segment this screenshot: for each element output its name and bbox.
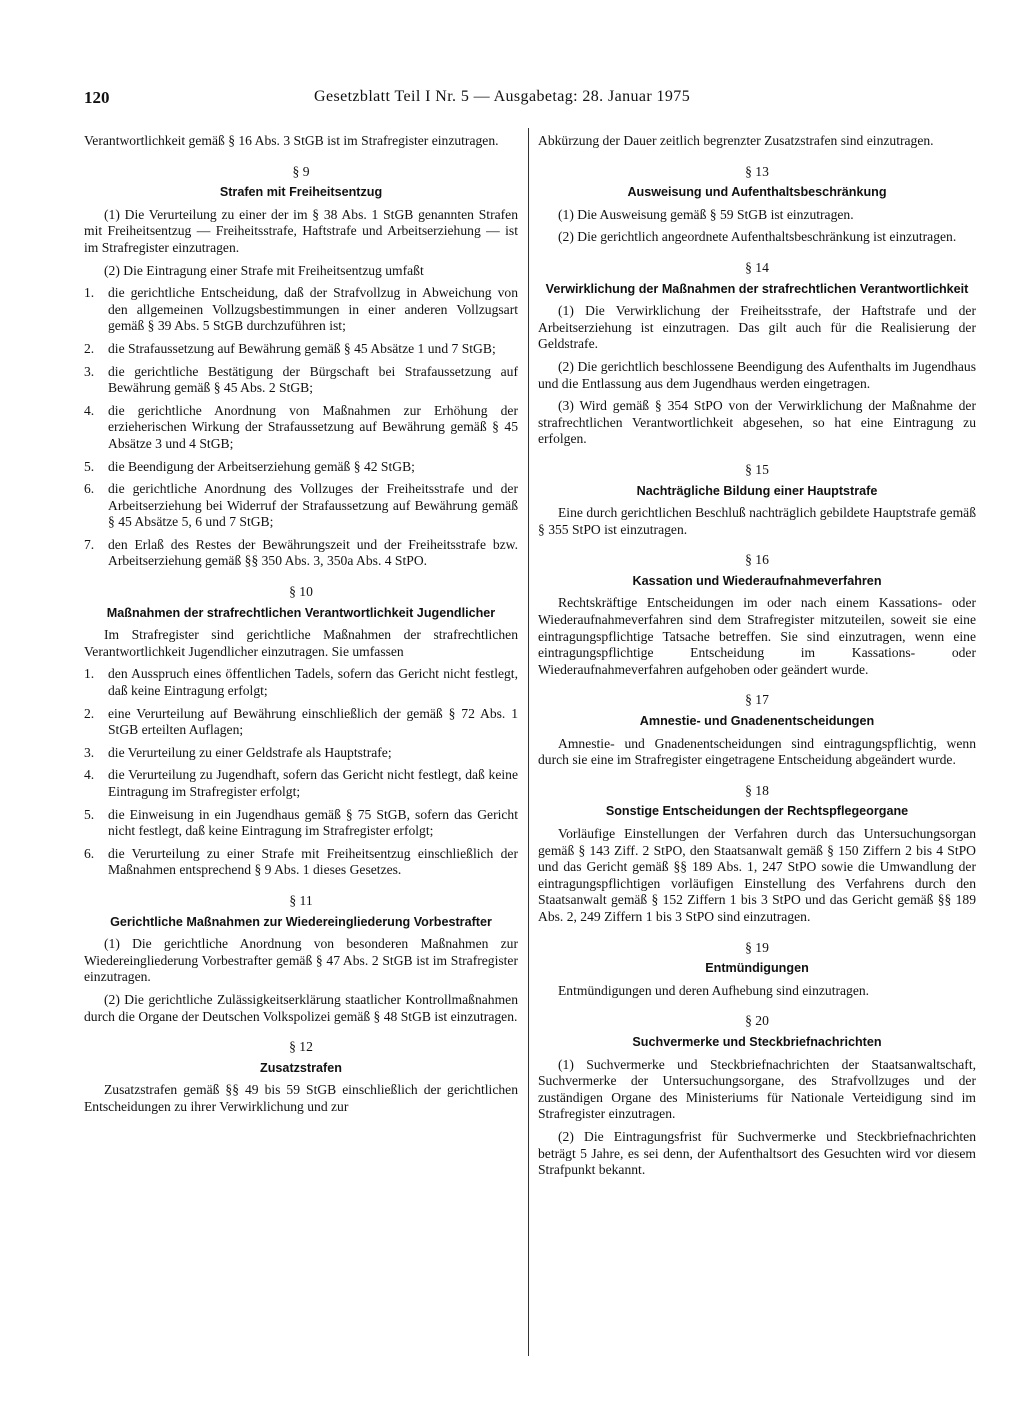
list-item: 2. eine Verurteilung auf Bewährung einschließlich der gemäß § 72 Abs. 1 StGB erteilten Auflagen; bbox=[84, 705, 518, 738]
section-number: § 19 bbox=[745, 939, 769, 955]
paragraph: Eine durch gerichtlichen Beschluß nachträglich gebildete Hauptstrafe gemäß § 355 StPO ist einzutragen. bbox=[538, 505, 976, 537]
section-number: § 17 bbox=[745, 692, 769, 708]
paragraph: (2) Die gerichtlich angeordnete Aufenthaltsbeschränkung ist einzutragen. bbox=[558, 229, 957, 245]
paragraph: (1) Die gerichtliche Anordnung von besonderen Maßnahmen zur Wiedereingliederung Vorbestrafter gemäß § 47 Abs. 2 StGB ist im Strafregister einzutragen. bbox=[84, 936, 518, 985]
section-title: Strafen mit Freiheitsentzug bbox=[219, 185, 383, 200]
section-title: Nachträgliche Bildung einer Hauptstrafe bbox=[636, 483, 878, 498]
section-title: Suchvermerke und Steckbriefnachrichten bbox=[632, 1034, 882, 1049]
paragraph: (1) Die Verurteilung zu einer der im § 38 Abs. 1 StGB genannten Strafen mit Freiheitsentzug — Freiheitsstrafe, Haftstrafe und Arbeitserziehung — ist im Strafregister einzutragen. bbox=[84, 206, 518, 255]
section-title: Maßnahmen der strafrechtlichen Verantwortlichkeit Jugendlicher bbox=[106, 605, 496, 620]
list-item: 7. den Erlaß des Restes der Bewährungszeit und der Freiheitsstrafe bzw. Arbeitserziehung gemäß §§ 350 Abs. 3, 350a Abs. 4 StPO. bbox=[84, 536, 518, 569]
section-title: Entmündigungen bbox=[705, 961, 809, 976]
list-item: 2. die Strafaussetzung auf Bewährung gemäß § 45 Absätze 1 und 7 StGB; bbox=[84, 340, 496, 356]
section-number: § 10 bbox=[289, 584, 313, 600]
paragraph: (1) Die Ausweisung gemäß § 59 StGB ist einzutragen. bbox=[558, 206, 854, 222]
section-title: Sonstige Entscheidungen der Rechtspflegeorgane bbox=[605, 804, 909, 819]
running-title: Gesetzblatt Teil I Nr. 5 — Ausgabetag: 28. Januar 1975 bbox=[314, 88, 691, 105]
paragraph: Amnestie- und Gnadenentscheidungen sind eintragungspflichtig, wenn durch sie eine im Strafregister eingetragene Entscheidung abgeändert wurde. bbox=[538, 735, 976, 768]
paragraph: (2) Die Eintragung einer Strafe mit Freiheitsentzug umfaßt bbox=[104, 262, 424, 278]
paragraph: (1) Suchvermerke und Steckbriefnachrichten der Staatsanwaltschaft, Suchvermerke der Untersuchungsorgane, des Strafvollzuges und der zuständigen Organe des Ministeriums für Nationale Verteidigung sind im Strafregister einzutragen. bbox=[538, 1056, 976, 1122]
section-number: § 18 bbox=[745, 782, 769, 798]
section-title: Verwirklichung der Maßnahmen der strafrechtlichen Verantwortlichkeit bbox=[545, 281, 969, 296]
list-item: 1. den Ausspruch eines öffentlichen Tadels, sofern das Gericht nicht festlegt, daß keine Eintragung erfolgt; bbox=[84, 666, 518, 699]
list-item: 3. die gerichtliche Bestätigung der Bürgschaft bei Strafaussetzung auf Bewährung gemäß § 45 Abs. 2 StGB; bbox=[84, 363, 518, 396]
section-title: Kassation und Wiederaufnahmeverfahren bbox=[632, 573, 882, 588]
paragraph: (2) Die gerichtlich beschlossene Beendigung des Aufenthalts im Jugendhaus und die Entlassung aus dem Jugendhaus werden eingetragen. bbox=[538, 358, 976, 391]
left-column bbox=[84, 133, 518, 1122]
section-number: § 20 bbox=[745, 1013, 769, 1029]
page-number: 120 bbox=[84, 88, 110, 107]
paragraph: Vorläufige Einstellungen der Verfahren durch das Untersuchungsorgan gemäß § 143 Ziff. 2 StPO, den Staatsanwalt gemäß § 150 Ziffern 2 bis 4 StPO und das Gericht gemäß §§ 189 Abs. 1, 247 StPO sowie die Umwandlung der eintragungspflichtigen vorläufigen Einstellung des Verfahrens durch den Staatsanwalt gemäß § 152 Ziffern 1 bis 3 StPO und das Gericht gemäß §§ 189 Abs. 2, 249 Ziffern 1 bis 3 StPO sind einzutragen. bbox=[538, 826, 976, 924]
list-item: 5. die Beendigung der Arbeitserziehung gemäß § 42 StGB; bbox=[84, 458, 415, 474]
paragraph: Verantwortlichkeit gemäß § 16 Abs. 3 StGB ist im Strafregister einzutragen. bbox=[84, 133, 499, 148]
section-title: Zusatzstrafen bbox=[260, 1060, 342, 1075]
list-item: 1. die gerichtliche Entscheidung, daß der Strafvollzug in Abweichung von den allgemeinen Vollzugsbestimmungen in einer anderen Vollzugsart gemäß § 39 Abs. 5 StGB durchzuführen ist; bbox=[84, 285, 518, 334]
column-divider bbox=[528, 128, 529, 1356]
paragraph: Rechtskräftige Entscheidungen im oder nach einem Kassations- oder Wiederaufnahmeverfahren sind dem Strafregister mitzuteilen, soweit sie eine eintragungspflichtige Tatsache betreffen. Sie sind einzutragen, wenn eine eintragungspflichtige Entscheidung im Kassations- oder Wiederaufnahmeverfahren aufgehoben oder geändert wurde. bbox=[538, 595, 976, 677]
list-item: 4. die gerichtliche Anordnung von Maßnahmen zur Erhöhung der erzieherischen Wirkung der Strafaussetzung auf Bewährung gemäß § 45 Absätze 3 und 4 StGB; bbox=[84, 402, 518, 451]
section-title: Ausweisung und Aufenthaltsbeschränkung bbox=[627, 185, 887, 200]
section-number: § 11 bbox=[289, 892, 313, 908]
paragraph: (2) Die gerichtliche Zulässigkeitserklärung staatlicher Kontrollmaßnahmen durch die Organe der Deutschen Volkspolizei gemäß § 48 StGB ist einzutragen. bbox=[84, 991, 518, 1024]
section-number: § 9 bbox=[292, 163, 310, 179]
page-header bbox=[84, 88, 976, 110]
section-title: Amnestie- und Gnadenentscheidungen bbox=[639, 714, 875, 729]
paragraph: Im Strafregister sind gerichtliche Maßnahmen der strafrechtlichen Verantwortlichkeit Jugendlicher einzutragen. Sie umfassen bbox=[84, 627, 518, 659]
right-column bbox=[538, 133, 976, 1185]
list-item: 6. die gerichtliche Anordnung des Vollzuges der Freiheitsstrafe und der Arbeitserziehung bei Widerruf der Strafaussetzung auf Bewährung gemäß § 45 Absätze 5, 6 und 7 StGB; bbox=[84, 481, 518, 530]
list-item: 6. die Verurteilung zu einer Strafe mit Freiheitsentzug einschließlich der Maßnahmen entsprechend § 9 Abs. 1 dieses Gesetzes. bbox=[84, 845, 518, 878]
list-item: 4. die Verurteilung zu Jugendhaft, sofern das Gericht nicht festlegt, daß keine Eintragung im Strafregister erfolgt; bbox=[84, 767, 518, 799]
paragraph: (1) Die Verwirklichung der Freiheitsstrafe, der Haftstrafe und der Arbeitserziehung ist einzutragen. Das gilt auch für die Realisierung der Geldstrafe. bbox=[538, 303, 976, 352]
paragraph: (3) Wird gemäß § 354 StPO von der Verwirklichung der Maßnahme der strafrechtlichen Verantwortlichkeit abgesehen, so hat eine Eintragung zu erfolgen. bbox=[538, 398, 976, 447]
paragraph: (2) Die Eintragungsfrist für Suchvermerke und Steckbriefnachrichten beträgt 5 Jahre, es sei denn, der Aufenthaltsort des Gesuchten wird vor diesem Strafpunkt bekannt. bbox=[538, 1128, 976, 1178]
section-number: § 14 bbox=[745, 259, 769, 275]
list-item: 3. die Verurteilung zu einer Geldstrafe als Hauptstrafe; bbox=[84, 744, 392, 760]
section-title: Gerichtliche Maßnahmen zur Wiedereingliederung Vorbestrafter bbox=[110, 914, 492, 929]
section-number: § 15 bbox=[745, 461, 769, 477]
paragraph: Zusatzstrafen gemäß §§ 49 bis 59 StGB einschließlich der gerichtlichen Entscheidungen zu ihrer Verwirklichung und zur bbox=[84, 1082, 518, 1114]
section-number: § 13 bbox=[745, 163, 769, 179]
paragraph: Abkürzung der Dauer zeitlich begrenzter Zusatzstrafen sind einzutragen. bbox=[538, 133, 934, 148]
section-number: § 12 bbox=[289, 1039, 313, 1055]
paragraph: Entmündigungen und deren Aufhebung sind einzutragen. bbox=[558, 982, 870, 998]
section-number: § 16 bbox=[745, 552, 769, 568]
list-item: 5. die Einweisung in ein Jugendhaus gemäß § 75 StGB, sofern das Gericht nicht festlegt, daß keine Eintragung im Strafregister erfolgt; bbox=[84, 806, 518, 839]
